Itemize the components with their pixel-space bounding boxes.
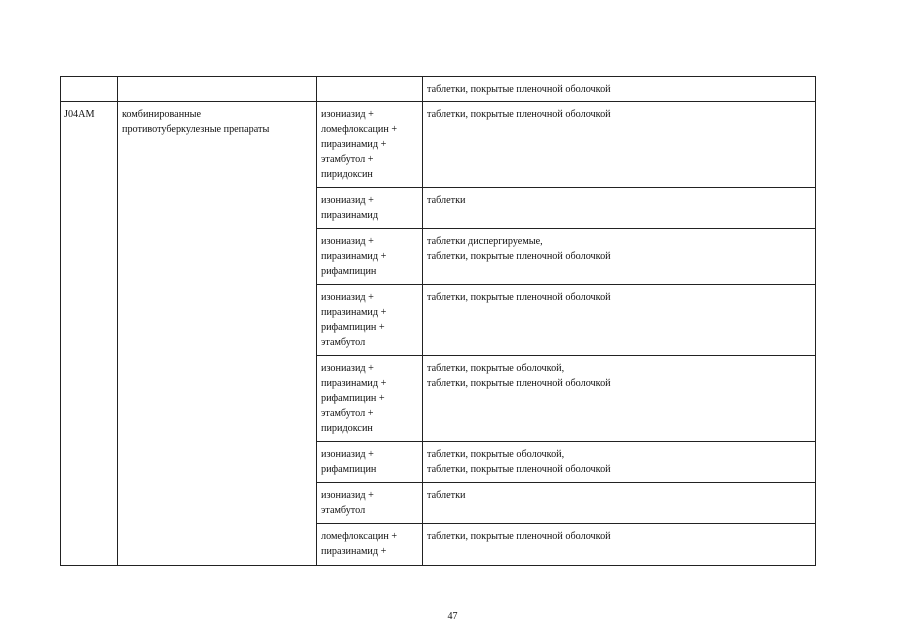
dosage-form-line: таблетки, покрытые пленочной оболочкой [427,531,611,542]
dosage-form-line: таблетки, покрытые пленочной оболочкой [427,464,611,475]
substance-line: ломефлоксацин + [321,124,398,135]
group-name-line: противотуберкулезные препараты [122,124,270,135]
dosage-form-line: таблетки, покрытые оболочкой, [427,363,565,374]
dosage-form-cell [423,77,816,102]
table-row [61,102,816,188]
substance-line: ломефлоксацин + [321,531,398,542]
substance-cell [317,188,423,229]
group-name-line: комбинированные [122,109,201,120]
dosage-form-cell [423,442,816,483]
drug-table [60,76,816,566]
substance-line: рифампицин + [321,322,385,333]
substance-cell [317,102,423,188]
substance-line: изониазид + [321,236,374,247]
substance-line: пиридоксин [321,423,373,434]
dosage-form-cell [423,524,816,566]
table-row-continuation [61,77,816,102]
substance-line: рифампицин + [321,393,385,404]
dosage-form-cell [423,356,816,442]
dosage-form-line: таблетки, покрытые пленочной оболочкой [427,292,611,303]
substance-line: изониазид + [321,363,374,374]
dosage-form-cell [423,102,816,188]
substance-cell [317,77,423,102]
atc-code-cell [61,77,118,102]
substance-line: изониазид + [321,109,374,120]
dosage-form-line: таблетки, покрытые оболочкой, [427,449,565,460]
substance-line: пиразинамид + [321,251,387,262]
substance-line: пиридоксин [321,169,373,180]
group-name-cell [118,77,317,102]
dosage-form-line: таблетки, покрытые пленочной оболочкой [427,109,611,120]
atc-code-cell: J04AM [61,102,118,566]
substance-line: рифампицин [321,266,377,277]
dosage-form-line: таблетки, покрытые пленочной оболочкой [427,378,611,389]
substance-cell [317,483,423,524]
substance-cell [317,356,423,442]
dosage-form-line: таблетки, покрытые пленочной оболочкой [427,84,611,95]
dosage-form-cell [423,188,816,229]
group-name-cell [118,102,317,566]
dosage-form-line: таблетки диспергируемые, [427,236,543,247]
substance-line: пиразинамид + [321,546,387,557]
substance-line: изониазид + [321,195,374,206]
substance-line: пиразинамид [321,210,379,221]
substance-line: этамбутол + [321,154,374,165]
substance-line: этамбутол [321,337,366,348]
substance-cell [317,524,423,566]
dosage-form-line: таблетки [427,490,466,501]
substance-line: пиразинамид + [321,378,387,389]
substance-cell [317,442,423,483]
substance-line: пиразинамид + [321,139,387,150]
substance-line: этамбутол [321,505,366,516]
dosage-form-cell [423,229,816,285]
page-number: 47 [447,611,458,622]
dosage-form-line: таблетки [427,195,466,206]
dosage-form-cell [423,285,816,356]
substance-line: изониазид + [321,449,374,460]
dosage-form-line: таблетки, покрытые пленочной оболочкой [427,251,611,262]
substance-line: этамбутол + [321,408,374,419]
substance-cell [317,285,423,356]
substance-line: изониазид + [321,292,374,303]
dosage-form-cell [423,483,816,524]
substance-cell [317,229,423,285]
substance-line: изониазид + [321,490,374,501]
substance-line: рифампицин [321,464,377,475]
substance-line: пиразинамид + [321,307,387,318]
